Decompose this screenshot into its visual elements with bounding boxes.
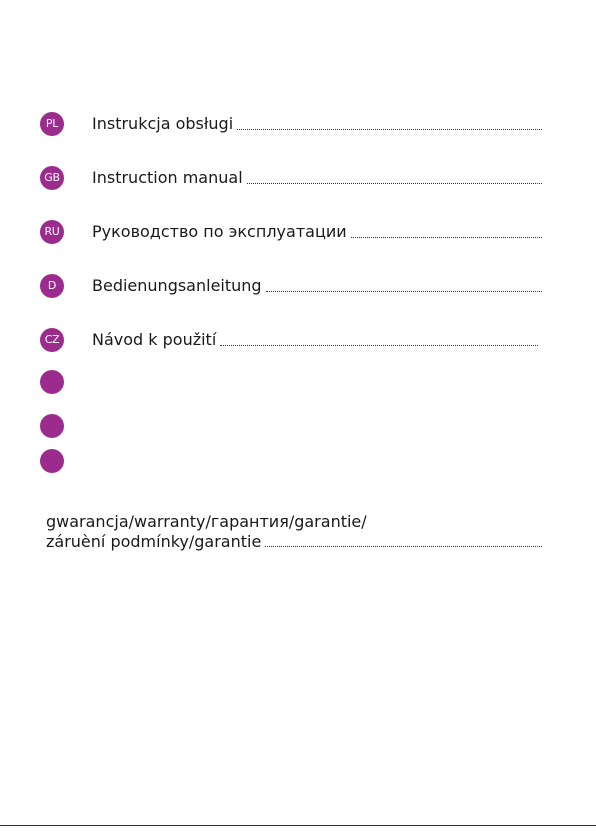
dot-leader xyxy=(265,545,542,547)
language-badge-empty xyxy=(40,414,64,438)
warranty-entry[interactable] xyxy=(46,512,544,552)
language-badge-cz: CZ xyxy=(40,328,64,352)
toc-item-title: Руководство по эксплуатации xyxy=(92,222,347,241)
toc-item-title: Instrukcja obsługi xyxy=(92,114,234,133)
dot-leader xyxy=(266,290,542,292)
toc-item-title: Návod k použití xyxy=(92,330,217,349)
language-badge-ru: RU xyxy=(40,220,64,244)
toc-item-d[interactable] xyxy=(40,271,544,301)
toc-item-title: Bedienungsanleitung xyxy=(92,276,262,295)
language-badge-pl: PL xyxy=(40,112,64,136)
language-badge-empty xyxy=(40,449,64,473)
dot-leader xyxy=(220,344,538,346)
bottom-rule xyxy=(0,825,596,826)
language-badge-empty xyxy=(40,370,64,394)
toc-item-cz[interactable] xyxy=(40,325,544,355)
warranty-title-line1: gwarancja/warranty/гарантия/garantie/ xyxy=(46,512,367,531)
warranty-title-line2: záruèní podmínky/garantie xyxy=(46,532,262,551)
dot-leader xyxy=(237,128,542,130)
dot-leader xyxy=(247,182,542,184)
toc-item-pl[interactable] xyxy=(40,109,544,139)
dot-leader xyxy=(351,236,542,238)
toc-item-empty xyxy=(40,367,544,397)
toc-item-empty xyxy=(40,411,544,441)
toc-item-gb[interactable] xyxy=(40,163,544,193)
language-badge-gb: GB xyxy=(40,166,64,190)
language-badge-d: D xyxy=(40,274,64,298)
toc-item-ru[interactable] xyxy=(40,217,544,247)
toc-item-title: Instruction manual xyxy=(92,168,243,187)
toc-item-empty xyxy=(40,446,544,476)
